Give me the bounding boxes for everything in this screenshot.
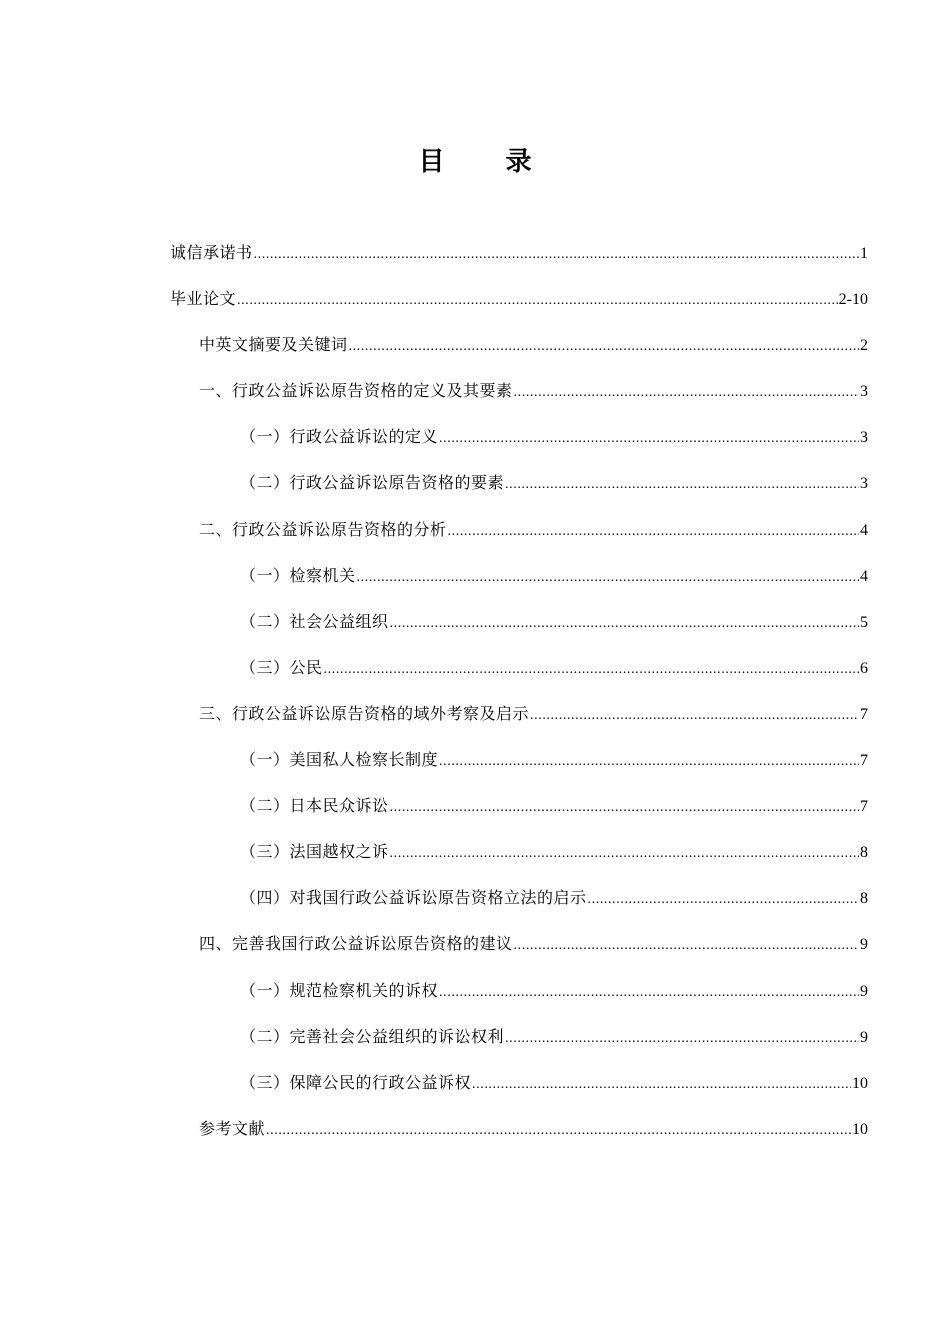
toc-entry-page: 2 [860, 337, 868, 355]
toc-entry[interactable] [170, 1073, 868, 1119]
toc-entry-page: 4 [860, 567, 868, 585]
toc-entry-text: （三）公民 [240, 657, 323, 677]
dot-leader [530, 706, 859, 726]
toc-entry[interactable] [170, 427, 868, 473]
toc-entry-text: 参考文献 [199, 1118, 266, 1138]
toc-entry-text: 四、完善我国行政公益诉讼原告资格的建议 [199, 934, 513, 954]
toc-entry[interactable] [170, 566, 868, 612]
toc-entry-text: 诚信承诺书 [170, 243, 253, 262]
toc-entry-page: 3 [860, 429, 868, 447]
dot-leader [266, 1121, 851, 1141]
toc-entry-text: 二、行政公益诉讼原告资格的分析 [199, 519, 447, 539]
toc-entry-page: 9 [860, 936, 868, 954]
dot-leader [514, 936, 859, 956]
toc-entry[interactable] [170, 289, 868, 335]
toc-entry-text: （一）美国私人检察长制度 [240, 750, 439, 770]
toc-entry-text: （一）行政公益诉讼的定义 [240, 427, 439, 447]
toc-entry[interactable] [170, 473, 868, 519]
toc-entry-text: （一）规范检察机关的诉权 [240, 980, 439, 1000]
toc-entry-page: 3 [860, 475, 868, 493]
dot-leader [254, 245, 859, 265]
toc-title: 目 录 [418, 147, 558, 177]
toc-entry-page: 10 [852, 1120, 868, 1138]
toc-entry-text: 一、行政公益诉讼原告资格的定义及其要素 [199, 381, 513, 401]
toc-entry[interactable] [170, 243, 868, 289]
toc-entry[interactable] [170, 704, 868, 750]
toc-entry-page: 8 [860, 844, 868, 862]
toc-entry[interactable] [170, 335, 868, 381]
dot-leader [237, 291, 838, 311]
toc-entry[interactable] [170, 981, 868, 1027]
dot-leader [390, 614, 859, 634]
toc-entry[interactable] [170, 934, 868, 980]
toc-entry-text: （四）对我国行政公益诉讼原告资格立法的启示 [240, 888, 587, 908]
toc-entry-page: 9 [860, 1028, 868, 1046]
toc-entry-page: 4 [860, 521, 868, 539]
toc-entry-page: 5 [860, 613, 868, 631]
toc-entry[interactable] [170, 750, 868, 796]
dot-leader [472, 1075, 851, 1095]
toc-entry-text: （三）法国越权之诉 [240, 842, 389, 862]
toc-entry[interactable] [170, 1027, 868, 1073]
toc-entry-text: （一）检察机关 [240, 565, 356, 585]
toc-entry-page: 2-10 [838, 291, 868, 309]
toc-entry-text: 中英文摘要及关键词 [199, 335, 348, 355]
dot-leader [390, 798, 859, 818]
toc-entry-text: （二）行政公益诉讼原告资格的要素 [240, 473, 505, 493]
toc-entry-text: 毕业论文 [170, 289, 237, 309]
dot-leader [588, 890, 859, 910]
toc-entry-page: 6 [860, 659, 868, 677]
dot-leader [505, 475, 859, 495]
dot-leader [514, 383, 859, 403]
toc-entry-page: 10 [852, 1074, 868, 1092]
dot-leader [390, 844, 859, 864]
toc-entry[interactable] [170, 612, 868, 658]
toc-entry-page: 3 [860, 383, 868, 401]
toc-entry-page: 8 [860, 890, 868, 908]
dot-leader [324, 660, 859, 680]
toc-entry[interactable] [170, 842, 868, 888]
dot-leader [439, 752, 859, 772]
toc-entry[interactable] [170, 520, 868, 566]
table-of-contents [170, 243, 868, 1165]
toc-entry[interactable] [170, 381, 868, 427]
dot-leader [439, 983, 859, 1003]
toc-entry-text: （三）保障公民的行政公益诉权 [240, 1072, 472, 1092]
toc-entry-page: 7 [860, 798, 868, 816]
dot-leader [349, 337, 859, 357]
toc-entry-text: （二）社会公益组织 [240, 611, 389, 631]
toc-entry-text: （二）日本民众诉讼 [240, 796, 389, 816]
toc-entry[interactable] [170, 658, 868, 704]
dot-leader [357, 568, 859, 588]
toc-entry[interactable] [170, 888, 868, 934]
dot-leader [505, 1029, 859, 1049]
toc-entry-page: 1 [860, 245, 868, 262]
toc-entry-page: 7 [860, 752, 868, 770]
toc-entry[interactable] [170, 796, 868, 842]
toc-entry-text: 三、行政公益诉讼原告资格的域外考察及启示 [199, 703, 530, 723]
toc-entry-page: 9 [860, 982, 868, 1000]
dot-leader [439, 429, 859, 449]
dot-leader [448, 522, 859, 542]
toc-entry-page: 7 [860, 705, 868, 723]
toc-entry-text: （二）完善社会公益组织的诉讼权利 [240, 1026, 505, 1046]
toc-entry[interactable] [170, 1119, 868, 1165]
